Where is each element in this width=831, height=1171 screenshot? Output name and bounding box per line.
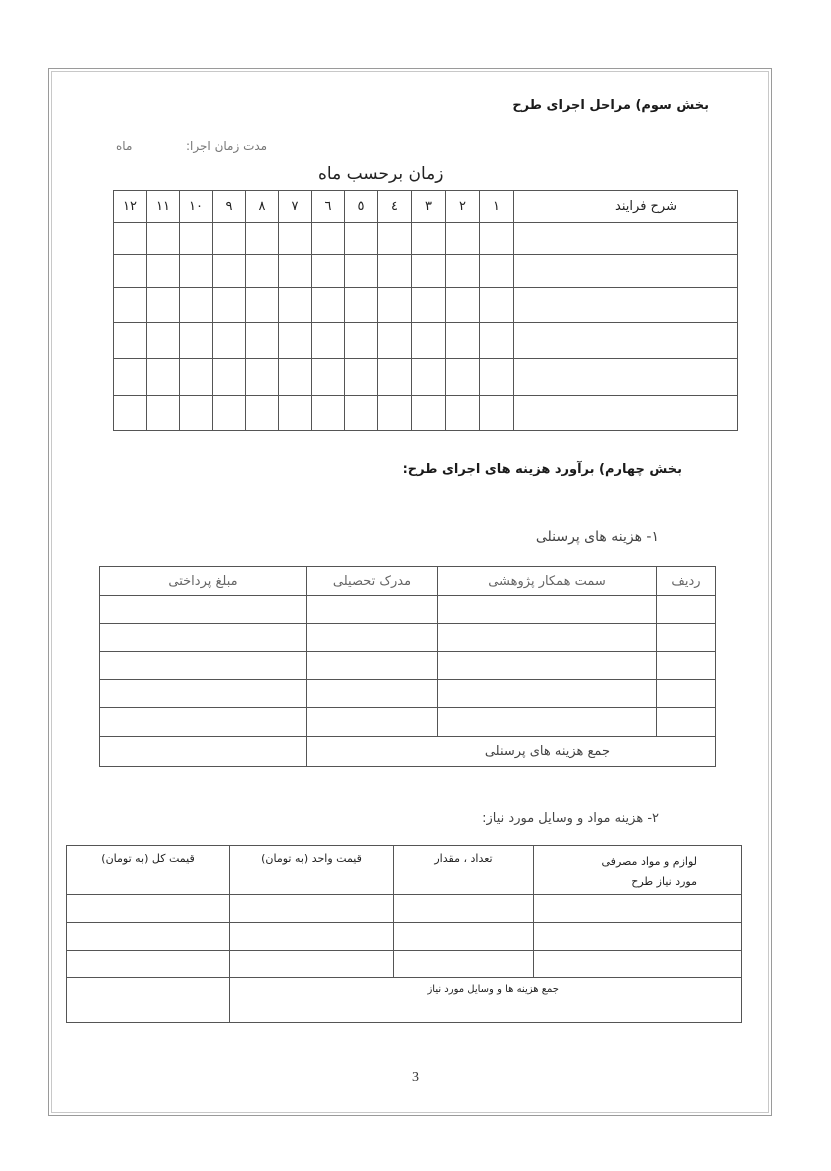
section4-title: بخش چهارم) برآورد هزینه های اجرای طرح:: [402, 462, 682, 477]
month-8: ٨: [246, 191, 279, 223]
section3-title: بخش سوم) مراحل اجرای طرح: [512, 98, 709, 113]
personnel-total-row: [100, 737, 716, 767]
materials-row: [67, 895, 742, 923]
month-3: ۳: [412, 191, 446, 223]
month-7: ٧: [279, 191, 312, 223]
materials-table: [66, 845, 742, 1023]
personnel-row: [100, 680, 716, 708]
personnel-total-value[interactable]: [100, 737, 307, 767]
materials-row: [67, 951, 742, 978]
materials-heading: ۲- هزینه مواد و وسایل مورد نیاز:: [482, 811, 659, 826]
personnel-header-row: [100, 567, 716, 596]
month-11: ١١: [147, 191, 180, 223]
personnel-total-label: جمع هزینه های پرسنلی: [307, 737, 716, 767]
time-header: زمان برحسب ماه: [318, 164, 444, 184]
materials-total-value[interactable]: [67, 978, 230, 1023]
personnel-heading: ۱- هزینه های پرسنلی: [535, 529, 659, 545]
duration-label: مدت زمان اجرا:: [186, 139, 268, 153]
personnel-col-amount: مبلغ پرداختی: [100, 567, 307, 596]
personnel-table: [99, 566, 716, 767]
schedule-row: [114, 288, 738, 323]
personnel-col-degree: مدرک تحصیلی: [307, 567, 438, 596]
month-5: ٥: [345, 191, 378, 223]
materials-row: [67, 923, 742, 951]
materials-col-quantity: تعداد ، مقدار: [394, 846, 534, 895]
month-9: ٩: [213, 191, 246, 223]
schedule-table: [113, 190, 738, 431]
materials-col-consumables-line1: لوازم و مواد مصرفی: [601, 855, 697, 868]
personnel-row: [100, 596, 716, 624]
month-10: ١٠: [180, 191, 213, 223]
materials-col-consumables: [534, 846, 742, 895]
schedule-row: [114, 223, 738, 255]
personnel-col-row: ردیف: [657, 567, 716, 596]
schedule-header-row: [114, 191, 738, 223]
month-1: ۱: [480, 191, 514, 223]
personnel-row: [100, 624, 716, 652]
schedule-desc-header: شرح فرایند: [514, 191, 738, 223]
schedule-row: [114, 396, 738, 431]
materials-col-unit-price: قیمت واحد (به تومان): [230, 846, 394, 895]
schedule-row: [114, 323, 738, 359]
materials-total-label: جمع هزینه ها و وسایل مورد نیاز: [230, 978, 742, 1023]
materials-header-row: [67, 846, 742, 895]
materials-col-consumables-line2: مورد نیاز طرح: [631, 875, 697, 888]
month-12: ١٢: [114, 191, 147, 223]
personnel-row: [100, 652, 716, 680]
schedule-row: [114, 255, 738, 288]
duration-unit: ماه: [116, 139, 133, 153]
month-6: ٦: [312, 191, 345, 223]
materials-total-row: [67, 978, 742, 1023]
materials-col-total-price: قیمت کل (به تومان): [67, 846, 230, 895]
month-4: ٤: [378, 191, 412, 223]
month-2: ۲: [446, 191, 480, 223]
page-number: 3: [412, 1070, 419, 1085]
personnel-row: [100, 708, 716, 737]
schedule-row: [114, 359, 738, 396]
personnel-col-position: سمت همکار پژوهشی: [438, 567, 657, 596]
